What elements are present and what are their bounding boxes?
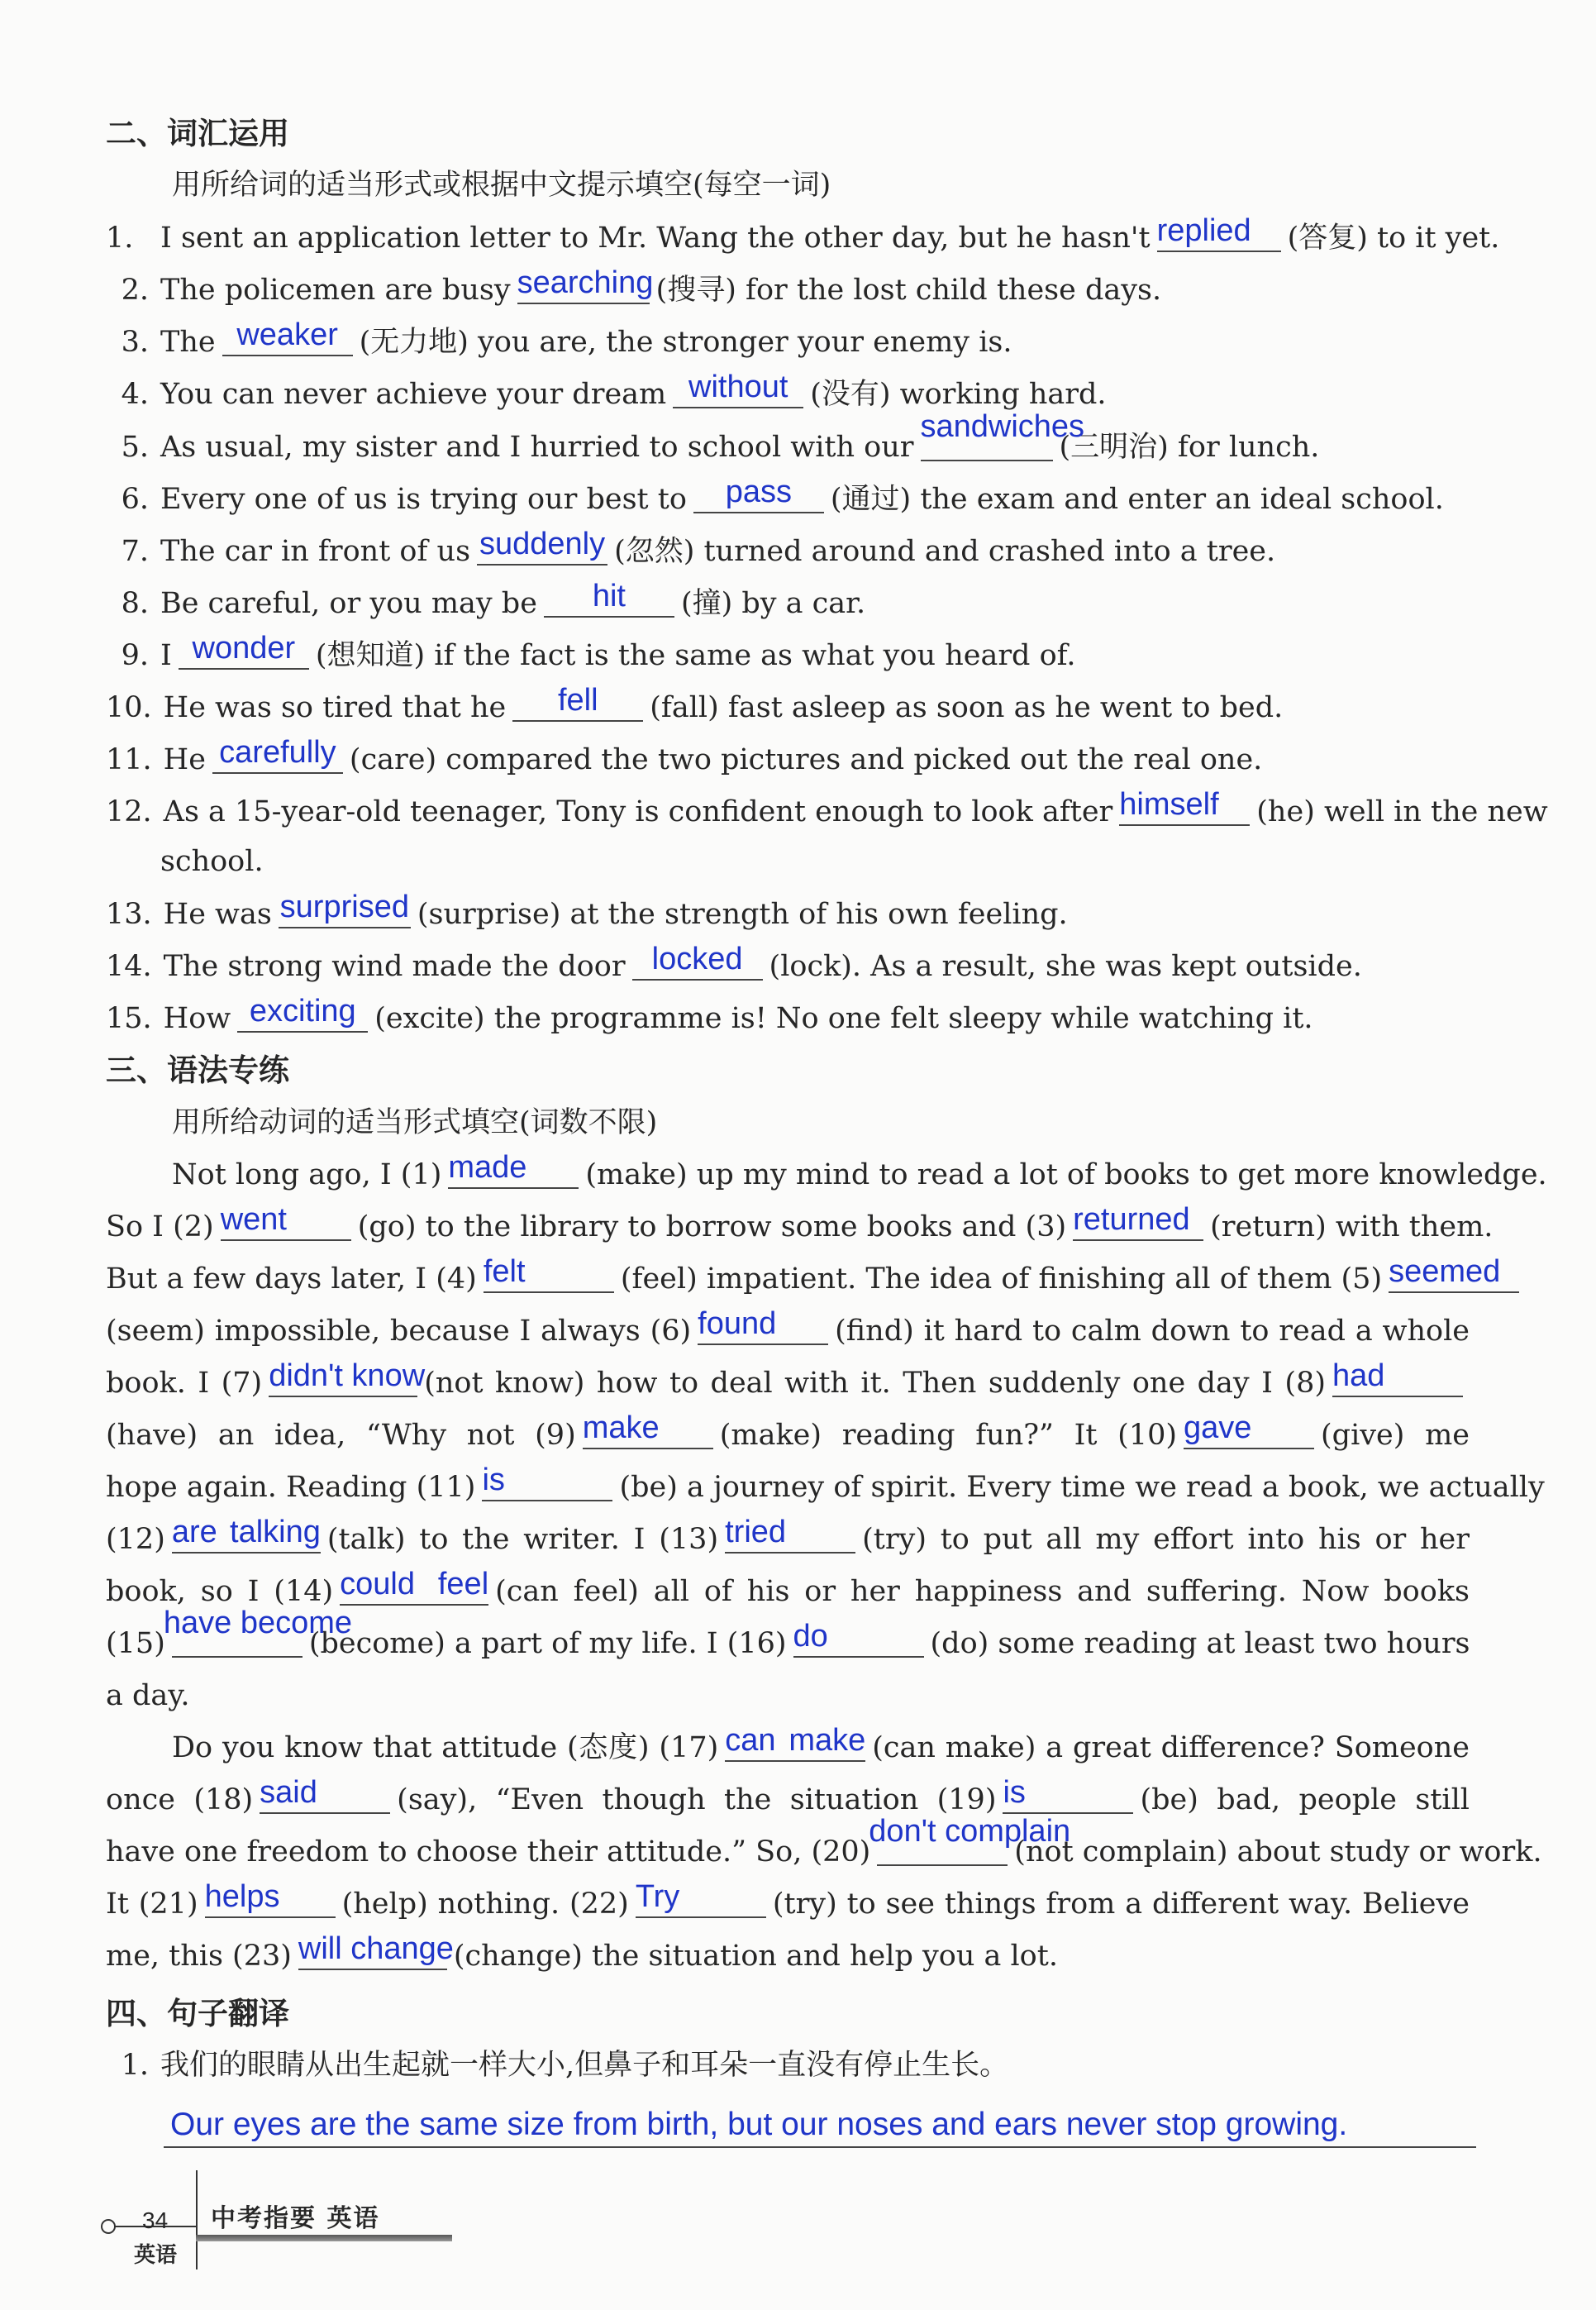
passage-line-7: hope again. Reading (11) is (be) a journey of spirit. Every time we read a book, we actually	[106, 1463, 1545, 1504]
passage-line-15: It (21) helps (help) nothing. (22) Try (try) to see things from a different way. Believe	[106, 1879, 1470, 1921]
grammar-blank-6[interactable]: found	[698, 1314, 828, 1345]
grammar-blank-11[interactable]: is	[482, 1470, 612, 1501]
vocab-item-3: 3. The weaker (无力地) you are, the stronger your enemy is.	[121, 317, 1012, 359]
section4-title: 四、句子翻译	[106, 1996, 289, 2031]
grammar-blank-4[interactable]: felt	[484, 1262, 614, 1293]
vocab-blank-10[interactable]: fell	[512, 690, 643, 722]
vocab-blank-6[interactable]: pass	[693, 482, 824, 513]
vocab-item-4: 4. You can never achieve your dream without (没有) working hard.	[121, 370, 1107, 411]
vocab-blank-5[interactable]: sandwiches	[921, 430, 1053, 461]
translation-item-1: 1. 我们的眼睛从出生起就一样大小,但鼻子和耳朵一直没有停止生长。	[121, 2049, 1009, 2082]
vocab-item-7: 7. The car in front of us suddenly (忽然) turned around and crashed into a tree.	[121, 527, 1276, 568]
passage-line-3: But a few days later, I (4) felt (feel) impatient. The idea of finishing all of them (5) seemed	[106, 1259, 1470, 1299]
passage-line-2: So I (2) went (go) to the library to borrow some books and (3) returned (return) with them.	[106, 1202, 1494, 1243]
vocab-blank-15[interactable]: exciting	[237, 1001, 368, 1033]
vocab-blank-9[interactable]: wonder	[179, 638, 309, 670]
grammar-blank-2[interactable]: went	[221, 1210, 351, 1241]
page-number: 34	[142, 2207, 169, 2233]
vocab-item-2: 2. The policemen are busy searching (搜寻) for the lost child these days.	[121, 265, 1162, 307]
footer-divider	[196, 2170, 198, 2269]
vocab-item-12-cont: school.	[160, 845, 264, 878]
vocab-blank-8[interactable]: hit	[544, 586, 674, 618]
passage-line-6: (have) an idea, “Why not (9) make (make) reading fun?” It (10) gave (give) me	[106, 1410, 1470, 1452]
section2-instruction: 用所给词的适当形式或根据中文提示填空(每空一词)	[172, 169, 831, 202]
grammar-blank-7[interactable]: didn't know	[269, 1366, 417, 1397]
grammar-blank-23[interactable]: will change	[298, 1939, 447, 1970]
grammar-blank-9[interactable]: make	[583, 1418, 713, 1449]
vocab-item-15: 15. How exciting (excite) the programme is! No one felt sleepy while watching it.	[106, 994, 1313, 1035]
passage-line-5: book. I (7) didn't know (not know) how to deal with it. Then suddenly one day I (8) had	[106, 1363, 1470, 1403]
vocab-item-13: 13. He was surprised (surprise) at the strength of his own feeling.	[106, 890, 1068, 931]
vocab-item-11: 11. He carefully (care) compared the two pictures and picked out the real one.	[106, 735, 1263, 776]
vocab-item-5: 5. As usual, my sister and I hurried to school with our sandwiches (三明治) for lunch.	[121, 409, 1320, 464]
vocab-blank-13[interactable]: surprised	[279, 897, 411, 928]
grammar-blank-8[interactable]: had	[1332, 1366, 1463, 1397]
passage-line-8: (12) are talking (talk) to the writer. I (13) tried (try) to put all my effort into his or her	[106, 1515, 1470, 1556]
passage-line-14: have one freedom to choose their attitude.” So, (20) don't complain (not complain) about study or work.	[106, 1814, 1542, 1869]
passage-line-16: me, this (23) will change (change) the situation and help you a lot.	[106, 1931, 1058, 1973]
section2-title: 二、词汇运用	[106, 116, 289, 151]
passage-line-9: book, so I (14) could feel (can feel) all of his or her happiness and suffering. Now books	[106, 1567, 1470, 1608]
passage-line-12: Do you know that attitude (态度) (17) can make (can make) a great difference? Someone	[172, 1723, 1470, 1764]
grammar-blank-16[interactable]: do	[793, 1626, 924, 1658]
translation-answer-1[interactable]: Our eyes are the same size from birth, but our noses and ears never stop growing.	[164, 2107, 1476, 2148]
grammar-blank-12[interactable]: are talking	[172, 1522, 321, 1554]
grammar-blank-20[interactable]: don't complain	[877, 1835, 1008, 1866]
vocab-blank-2[interactable]: searching	[517, 273, 650, 304]
passage-line-11: a day.	[106, 1679, 190, 1712]
grammar-blank-3[interactable]: returned	[1073, 1210, 1203, 1241]
footer-bar	[196, 2235, 452, 2241]
grammar-blank-10[interactable]: gave	[1184, 1418, 1314, 1449]
vocab-item-10: 10. He was so tired that he fell (fall) fast asleep as soon as he went to bed.	[106, 683, 1284, 724]
footer-subject: 英语	[134, 2243, 178, 2268]
footer-book-title: 中考指要 英语	[211, 2204, 380, 2233]
vocab-item-8: 8. Be careful, or you may be hit (撞) by a car.	[121, 579, 866, 620]
section3-title: 三、语法专练	[106, 1052, 289, 1088]
grammar-blank-15[interactable]: have become	[172, 1626, 303, 1658]
vocab-blank-11[interactable]: carefully	[212, 742, 343, 774]
passage-line-13: once (18) said (say), “Even though the situation (19) is (be) bad, people still	[106, 1775, 1470, 1816]
vocab-item-6: 6. Every one of us is trying our best to pass (通过) the exam and enter an ideal school.	[121, 475, 1444, 516]
vocab-blank-4[interactable]: without	[673, 377, 803, 408]
vocab-blank-7[interactable]: suddenly	[477, 534, 607, 566]
vocab-item-14: 14. The strong wind made the door locked (lock). As a result, she was kept outside.	[106, 942, 1362, 983]
vocab-item-9: 9. I wonder (想知道) if the fact is the same as what you heard of.	[121, 631, 1076, 672]
vocab-blank-1[interactable]: replied	[1157, 221, 1281, 252]
vocab-blank-14[interactable]: locked	[632, 949, 763, 981]
grammar-blank-5[interactable]: seemed	[1389, 1262, 1519, 1293]
vocab-blank-3[interactable]: weaker	[222, 325, 353, 356]
grammar-blank-22[interactable]: Try	[636, 1887, 766, 1918]
grammar-blank-13[interactable]: tried	[725, 1522, 855, 1554]
grammar-blank-18[interactable]: said	[260, 1783, 390, 1814]
section3-instruction: 用所给动词的适当形式填空(词数不限)	[172, 1106, 658, 1139]
grammar-blank-17[interactable]: can make	[725, 1730, 865, 1762]
grammar-blank-21[interactable]: helps	[205, 1887, 336, 1918]
vocab-item-1: 1. I sent an application letter to Mr. Wang the other day, but he hasn't replied (答复) to it yet.	[106, 213, 1500, 255]
vocab-item-12: 12. As a 15-year-old teenager, Tony is confident enough to look after himself (he) well in the new	[106, 787, 1548, 828]
grammar-blank-1[interactable]: made	[448, 1157, 579, 1189]
passage-line-1: Not long ago, I (1) made (make) up my mind to read a lot of books to get more knowledge.	[172, 1150, 1547, 1191]
passage-line-4: (seem) impossible, because I always (6) found (find) it hard to calm down to read a whole	[106, 1306, 1470, 1348]
vocab-blank-12[interactable]: himself	[1119, 795, 1250, 826]
passage-line-10: (15) have become (become) a part of my life. I (16) do (do) some reading at least two hours	[106, 1606, 1470, 1660]
grammar-blank-19[interactable]: is	[1003, 1783, 1133, 1814]
grammar-blank-14[interactable]: could feel	[340, 1574, 488, 1606]
footer-circle-icon	[101, 2219, 116, 2234]
